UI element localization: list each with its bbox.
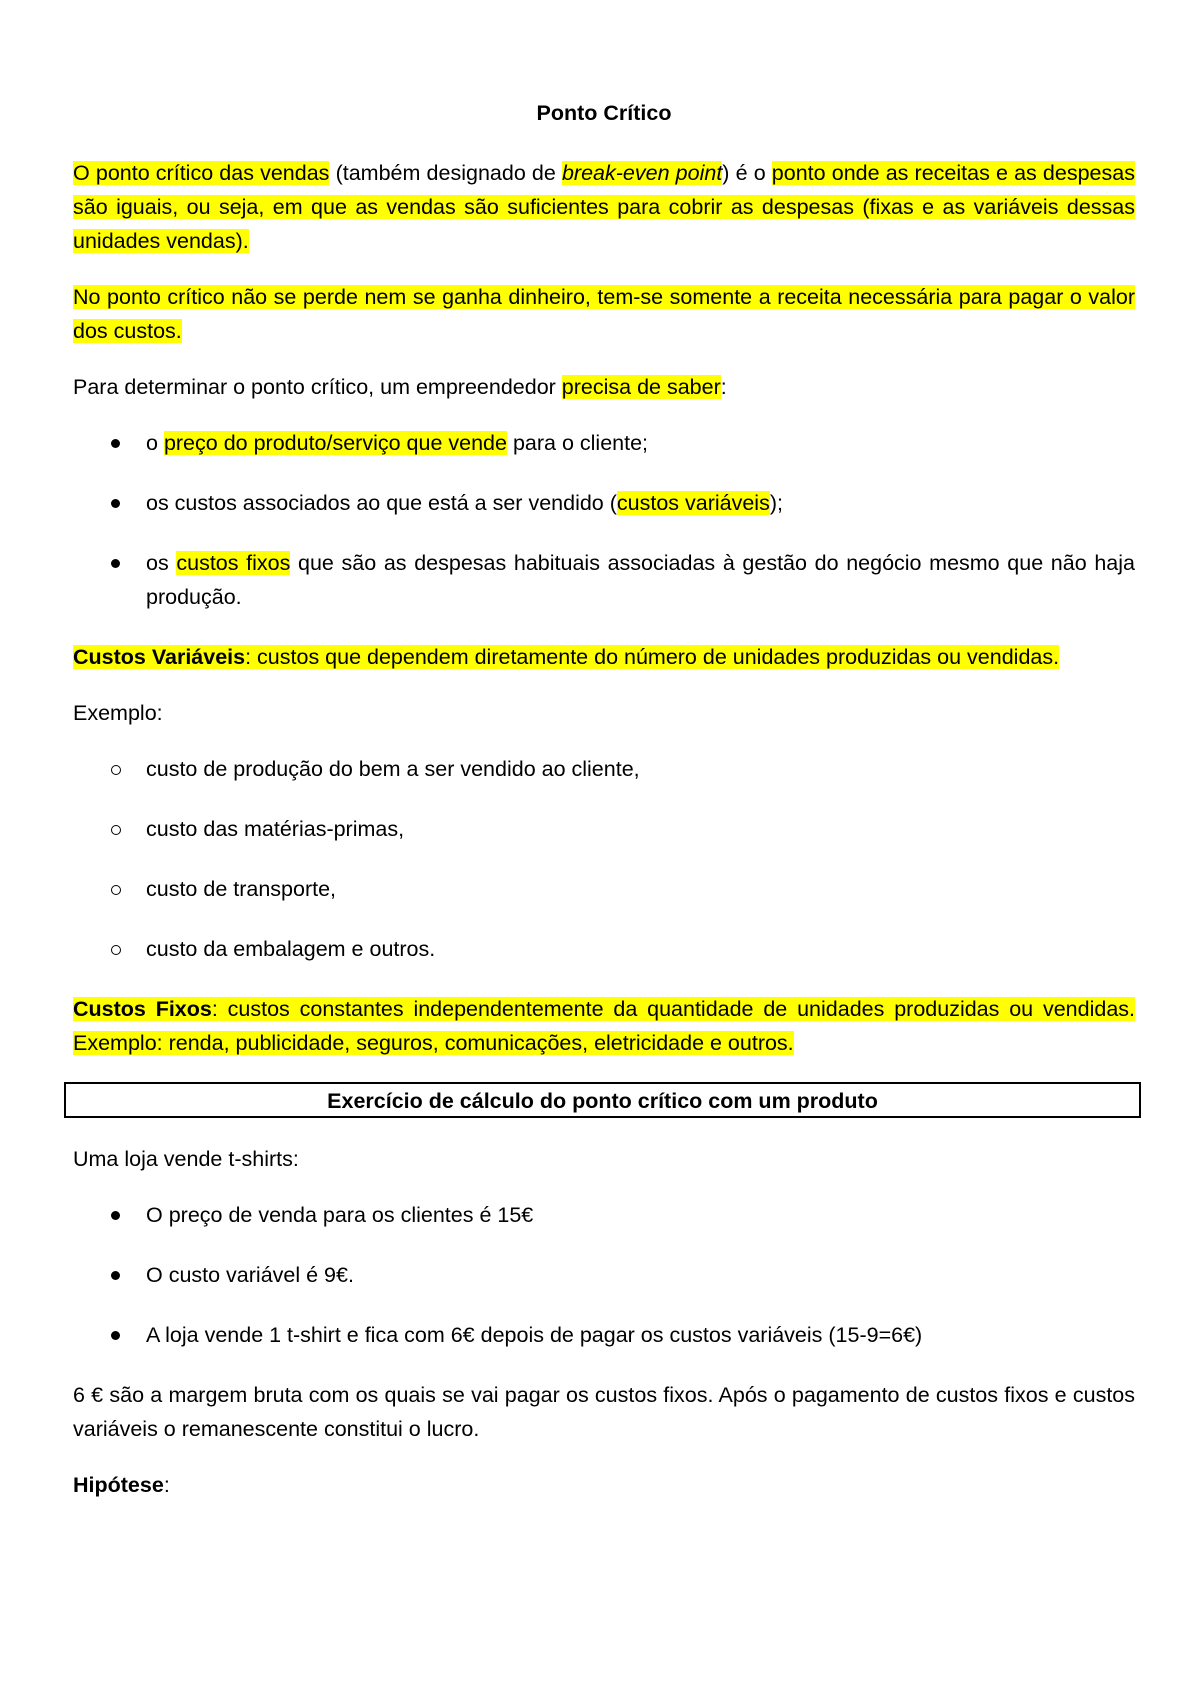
highlight-text: preço do produto/serviço que vende [163,431,507,455]
list-item [73,932,1135,966]
highlight-text: custos variáveis [616,491,770,515]
intro-paragraph [73,156,1135,258]
plain-text: custo de transporte, [146,877,337,901]
bullet-icon [111,439,120,448]
highlight-text: ponto onde as receitas e as despesas são iguais, ou seja, em que as vendas são suficientes para cobrir as despesas (fixas e as variáveis dessas unidades vendas). [73,161,1135,253]
bullet-icon [111,559,120,568]
document-content [73,96,1135,1524]
highlight-text: : custos constantes independentemente da quantidade de unidades produzidas ou vendidas. Exemplo: renda, publicidade, seguros, comunicações, eletricidade e outros. [73,997,1135,1055]
bullet-icon [111,1211,120,1220]
fixed-costs-label: Custos Fixos [73,997,212,1021]
plain-text: custo de produção do bem a ser vendido ao cliente, [146,757,640,781]
margin-paragraph: 6 € são a margem bruta com os quais se vai pagar os custos fixos. Após o pagamento de custos fixos e custos variáveis o remanescente constitui o lucro. [73,1383,1135,1441]
plain-text: (também designado de [329,161,562,185]
list-item [73,812,1135,846]
plain-text: : [163,1473,170,1497]
plain-text: custo das matérias-primas, [146,817,405,841]
page-title: Ponto Crítico [536,101,672,125]
plain-text: Para determinar o ponto crítico, um empreendedor [73,375,562,399]
list-item [73,546,1135,614]
highlight-text: custos fixos [176,551,291,575]
circle-bullet-icon [111,885,121,895]
plain-text: o [146,431,164,455]
plain-text: O custo variável é 9€. [146,1263,354,1287]
list-item [73,426,1135,460]
bullet-icon [111,499,120,508]
plain-text: para o cliente; [506,431,649,455]
list-item [73,486,1135,520]
exercise-heading: Exercício de cálculo do ponto crítico com um produto [64,1082,1141,1118]
hypothesis-paragraph [73,1468,1135,1502]
circle-bullet-icon [111,945,121,955]
no-profit-paragraph [73,280,1135,348]
fixed-costs-paragraph [73,992,1135,1060]
plain-text: : [720,375,727,399]
list-item [73,1198,1135,1232]
variable-costs-label: Custos Variáveis [73,645,246,669]
plain-text: custo da embalagem e outros. [146,937,436,961]
exercise-list [73,1198,1135,1352]
plain-text: os [146,551,177,575]
exercise-intro: Uma loja vende t-shirts: [73,1147,299,1171]
determine-paragraph [73,370,1135,404]
list-item [73,1258,1135,1292]
list-item [73,872,1135,906]
bullet-icon [111,1271,120,1280]
plain-text: ); [769,491,783,515]
circle-bullet-icon [111,825,121,835]
plain-text: os custos associados ao que está a ser vendido ( [146,491,617,515]
circle-bullet-icon [111,765,121,775]
highlight-text: precisa de saber [561,375,721,399]
bullet-icon [111,1331,120,1340]
plain-text: ) é o [722,161,772,185]
list-item [73,1318,1135,1352]
variable-costs-examples [73,752,1135,966]
plain-text: que são as despesas habituais associadas à gestão do negócio mesmo que não haja produção. [146,551,1135,609]
highlight-text: O ponto crítico das vendas [73,161,330,185]
highlight-italic-text: break-even point [561,161,723,185]
variable-costs-paragraph [73,640,1135,674]
list-item [73,752,1135,786]
highlight-text: No ponto crítico não se perde nem se ganha dinheiro, tem-se somente a receita necessária para pagar o valor dos custos. [73,285,1135,343]
plain-text: O preço de venda para os clientes é 15€ [146,1203,534,1227]
plain-text: A loja vende 1 t-shirt e fica com 6€ depois de pagar os custos variáveis (15-9=6€) [146,1323,923,1347]
hypothesis-label: Hipótese [73,1473,164,1497]
example-label: Exemplo: [73,701,163,725]
requirements-list [73,426,1135,614]
highlight-text: : custos que dependem diretamente do número de unidades produzidas ou vendidas. [245,645,1060,669]
